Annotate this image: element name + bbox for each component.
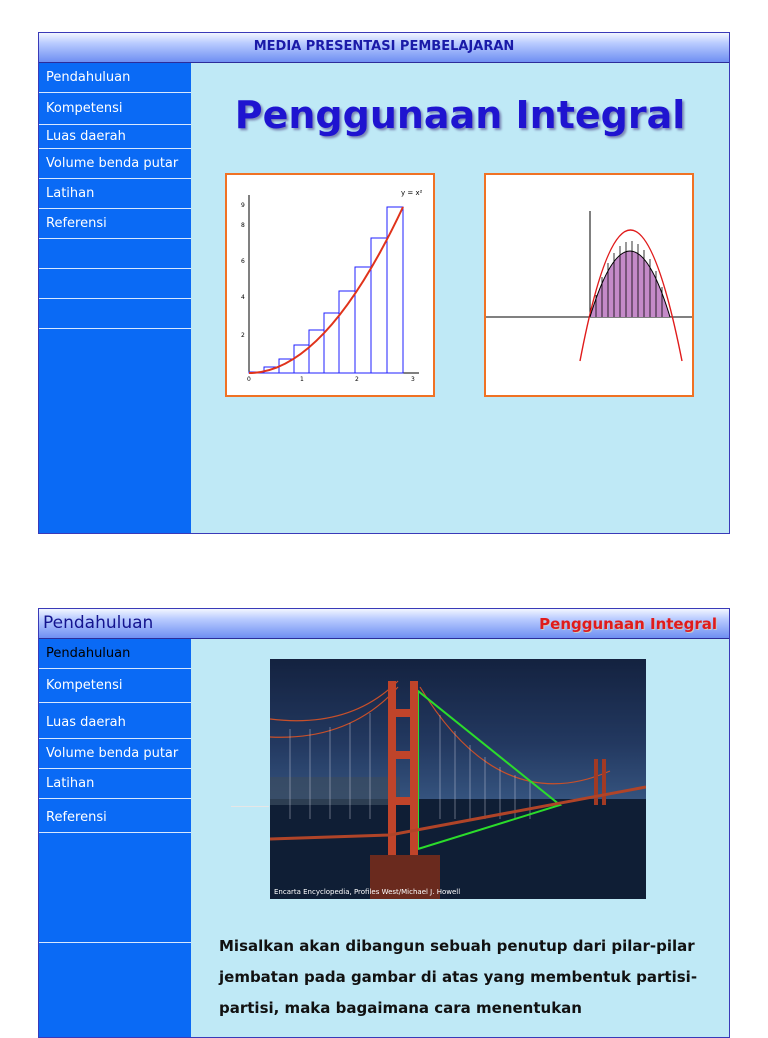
y-tick: 4 [241,294,245,301]
golden-gate-bridge-photo [270,659,646,899]
menu-item-kompetensi[interactable]: Kompetensi [39,669,191,703]
parabola-area-graph [486,175,692,395]
header-title: MEDIA PRESENTASI PEMBELAJARAN [253,39,515,54]
bridge-illustration [270,659,646,899]
slide-2 [38,608,730,1038]
y-tick: 6 [241,258,245,265]
menu-item-empty [39,269,191,299]
menu-item-kompetensi[interactable]: Kompetensi [39,93,191,125]
menu-item-luas-daerah[interactable]: Luas daerah [39,125,191,149]
slide-1 [38,32,730,534]
menu-item-latihan[interactable]: Latihan [39,769,191,799]
area-under-parabola-figure [484,173,694,397]
x-tick: 2 [355,376,359,383]
riemann-sum-figure [225,173,435,397]
menu-item-luas-daerah[interactable]: Luas daerah [39,703,191,739]
curve-label: y = x² [401,189,423,197]
presentation-title: Penggunaan Integral [539,615,717,633]
slide-1-header [39,33,729,63]
x-tick: 1 [300,376,304,383]
sidebar-menu [39,63,191,533]
x-tick: 0 [247,376,251,383]
menu-item-empty [39,833,191,943]
y-tick: 8 [241,222,245,229]
menu-item-empty [39,299,191,329]
menu-item-volume-benda-putar[interactable]: Volume benda putar [39,149,191,179]
menu-item-pendahuluan[interactable]: Pendahuluan [39,63,191,93]
section-title: Pendahuluan [43,613,154,633]
photo-credit: Encarta Encyclopedia, Profiles West/Michael J. Howell [274,888,461,896]
menu-item-volume-benda-putar[interactable]: Volume benda putar [39,739,191,769]
divider-line [231,806,269,807]
sidebar-menu [39,639,191,1037]
slide-2-header [39,609,729,639]
x-tick: 3 [411,376,415,383]
slide-title: Penggunaan Integral [234,93,686,137]
menu-item-referensi[interactable]: Referensi [39,799,191,833]
y-tick: 2 [241,332,245,339]
menu-item-empty [39,239,191,269]
menu-item-pendahuluan[interactable]: Pendahuluan [39,639,191,669]
menu-item-referensi[interactable]: Referensi [39,209,191,239]
riemann-sum-graph [227,175,433,395]
intro-paragraph: Misalkan akan dibangun sebuah penutup dari pilar-pilar jembatan pada gambar di atas yang membentuk partisi-partisi, maka bagaimana cara menentukan [219,937,698,1017]
y-tick: 9 [241,202,245,209]
menu-item-latihan[interactable]: Latihan [39,179,191,209]
